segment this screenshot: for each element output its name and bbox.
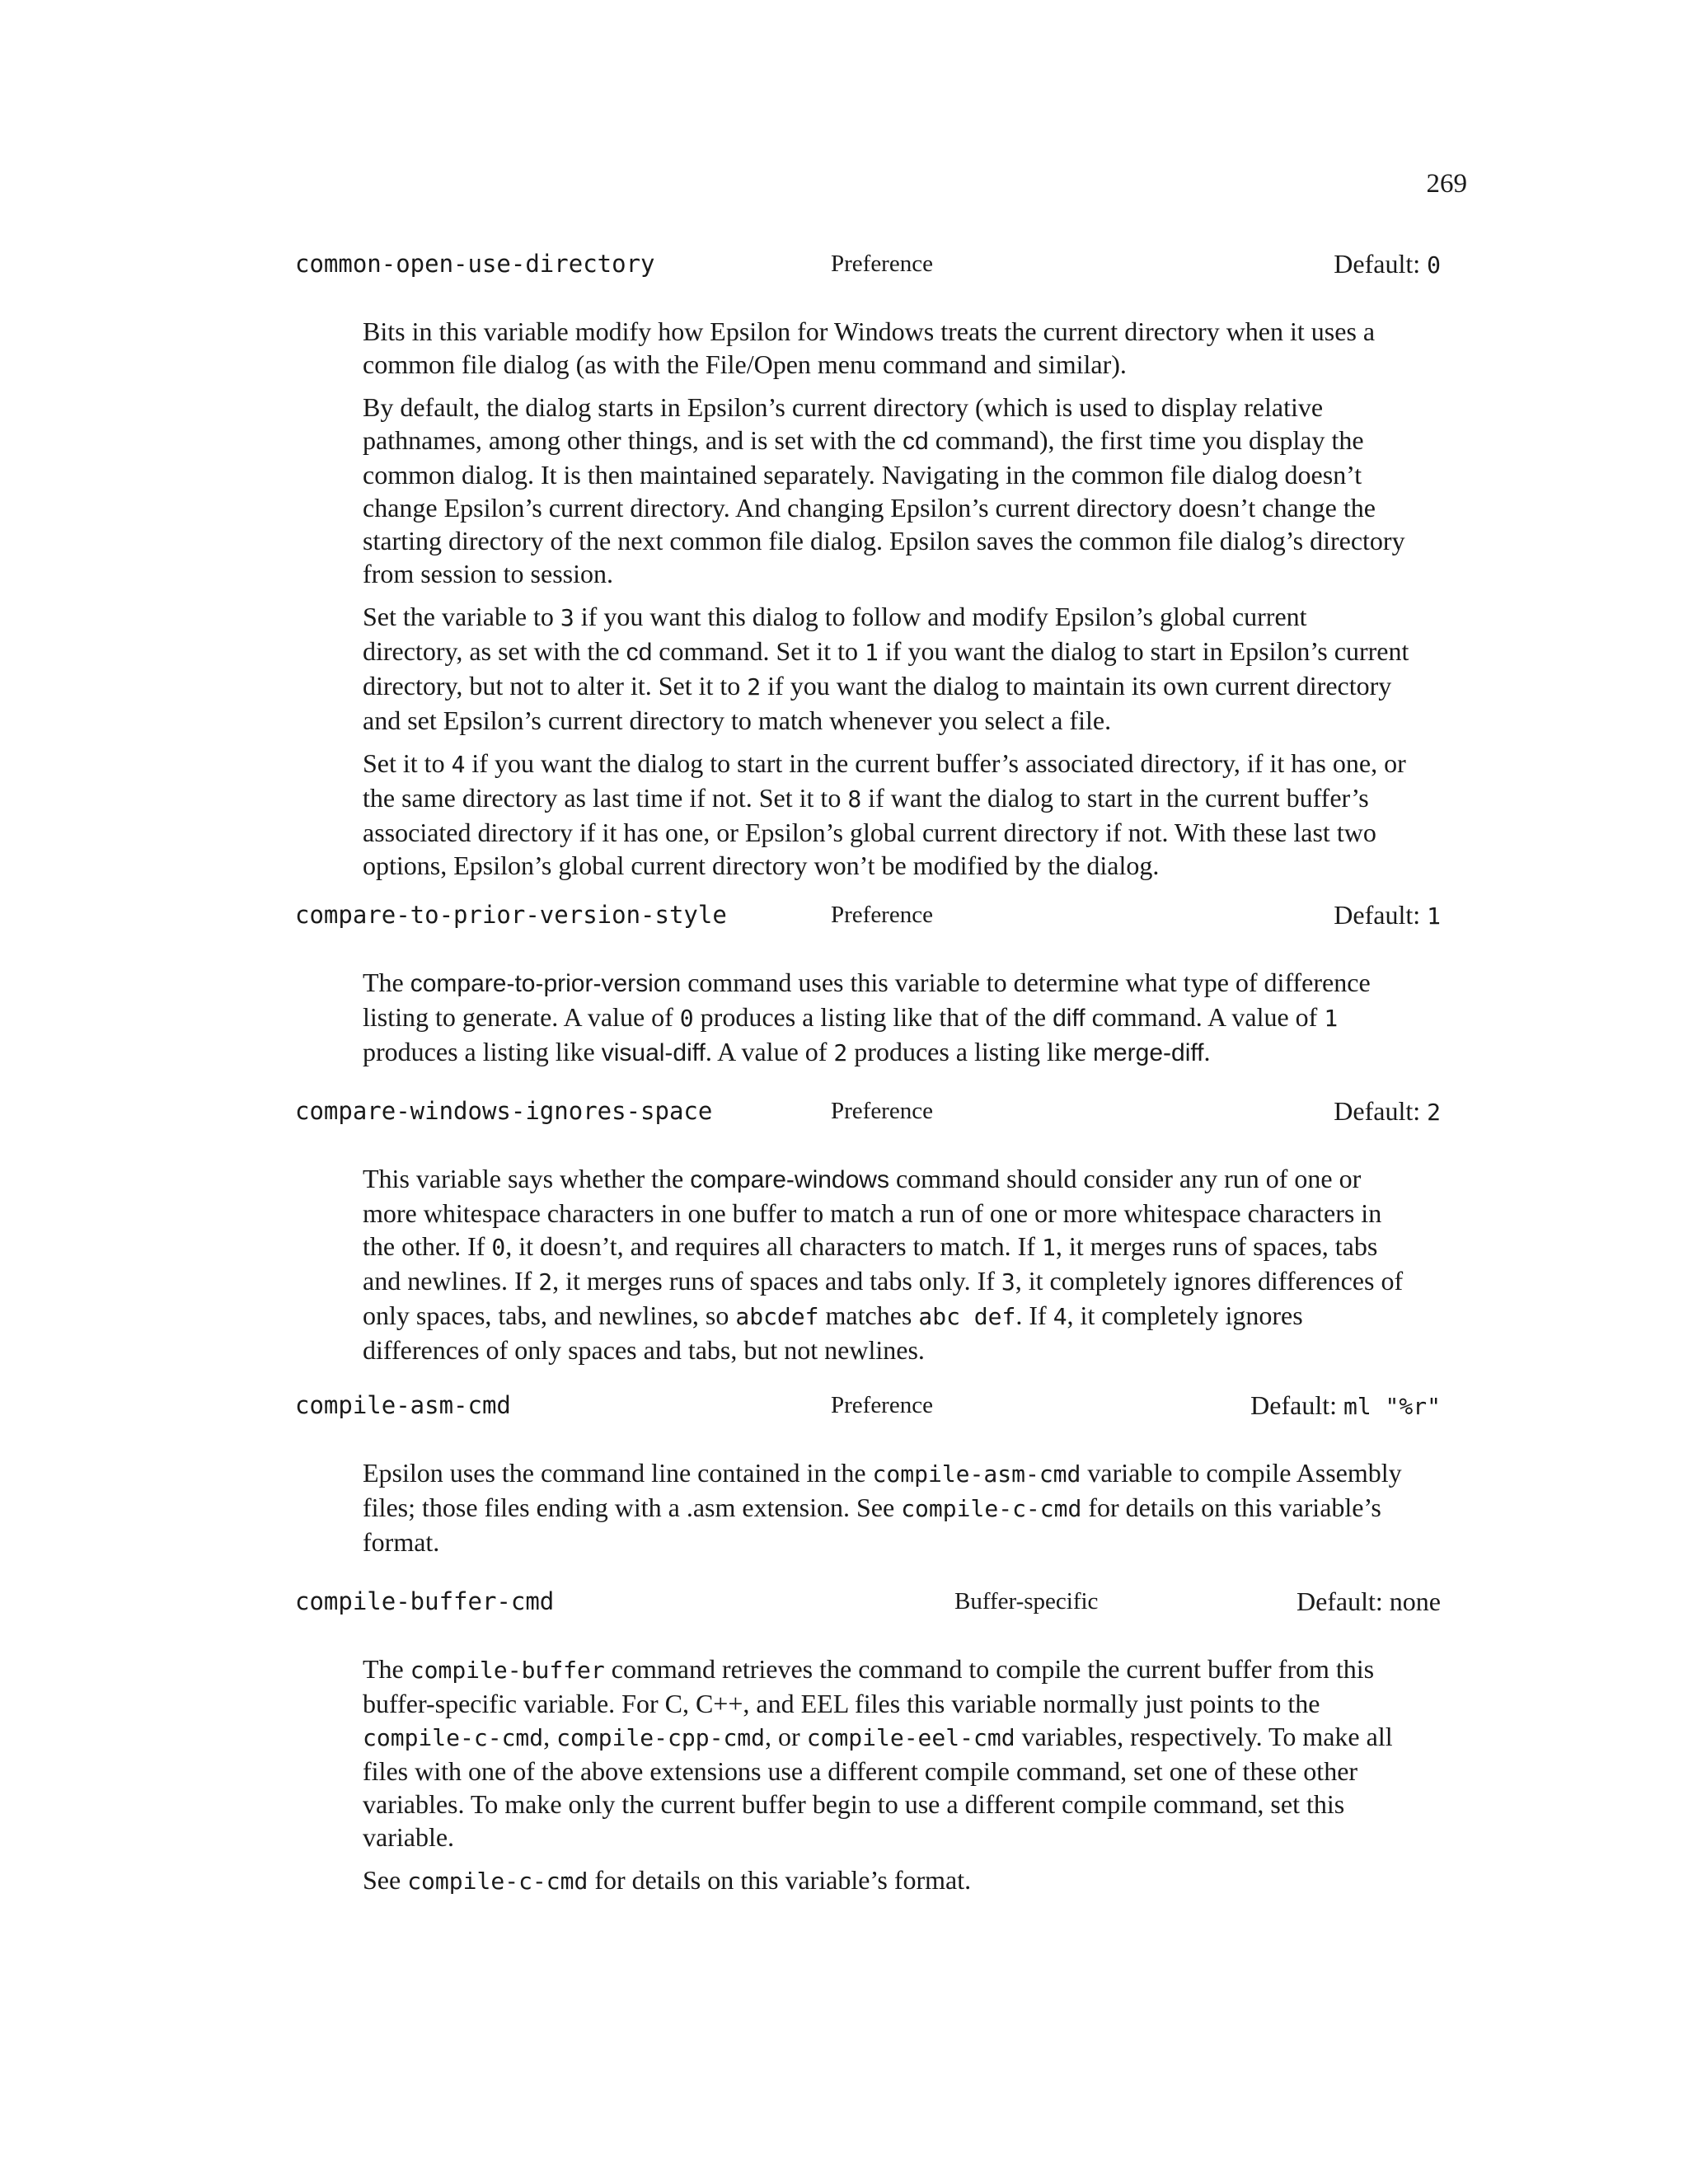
- code-term: compile-c-cmd: [901, 1495, 1082, 1522]
- default-label: Default:: [1334, 900, 1421, 930]
- text-run: , it merges runs of spaces, tabs and newlines. If: [363, 1231, 1378, 1296]
- variable-type: Preference: [831, 251, 933, 277]
- default-value: 0: [1427, 251, 1441, 279]
- text-run: Epsilon uses the command line contained in the: [363, 1458, 873, 1488]
- code-term: compile-eel-cmd: [806, 1724, 1015, 1751]
- code-term: 2: [538, 1268, 553, 1296]
- command-name: diff: [1053, 1005, 1085, 1032]
- description-paragraph: [363, 315, 1409, 381]
- default-label: Default:: [1296, 1586, 1383, 1616]
- code-term: compile-asm-cmd: [872, 1460, 1081, 1488]
- variable-name: compile-buffer-cmd: [295, 1587, 555, 1615]
- code-term: 8: [847, 785, 862, 813]
- text-run: for details on this variable’s format.: [588, 1865, 972, 1895]
- variable-entry: [295, 1094, 1441, 1376]
- text-run: command uses this variable to determine what type of difference listing to generate. A value of: [363, 968, 1371, 1032]
- variable-entry: [295, 898, 1441, 1080]
- entry-header: [295, 1585, 1441, 1621]
- variable-entry: [295, 1389, 1441, 1568]
- entry-header: [295, 898, 1441, 935]
- variable-default: [1296, 1585, 1441, 1618]
- code-term: 2: [833, 1039, 848, 1066]
- code-term: abcdef: [735, 1303, 819, 1330]
- variable-description: [363, 1162, 1409, 1366]
- text-run: variables, respectively. To make all files with one of the above extensions use a different compile command, set one of these other variables. To make only the current buffer begin to use a different compile command, set this variable.: [363, 1722, 1393, 1852]
- text-run: By default, the dialog starts in Epsilon’s current directory (which is used to display relative pathnames, among other things, and is set with the: [363, 392, 1324, 455]
- variable-name: common-open-use-directory: [295, 250, 655, 278]
- text-run: if you want the dialog to start in Epsilon’s current directory, but not to alter it. Set it to: [363, 636, 1409, 701]
- text-run: The: [363, 1654, 410, 1684]
- code-term: 1: [1324, 1005, 1339, 1032]
- code-term: compile-cpp-cmd: [556, 1724, 766, 1751]
- text-run: . A value of: [705, 1037, 834, 1066]
- variable-name: compare-windows-ignores-space: [295, 1097, 713, 1125]
- text-run: , it merges runs of spaces and tabs only. If: [552, 1266, 1001, 1296]
- default-value: ml "%r": [1343, 1393, 1441, 1420]
- text-run: This variable says whether the: [363, 1164, 691, 1193]
- variable-description: [363, 315, 1409, 882]
- text-run: , or: [765, 1722, 807, 1751]
- text-run: See: [363, 1865, 408, 1895]
- text-run: Bits in this variable modify how Epsilon for Windows treats the current directory when it uses a common file dialog (as with the File/Open menu command and similar).: [363, 316, 1376, 379]
- entry-header: [295, 1389, 1441, 1425]
- code-term: 0: [491, 1234, 506, 1261]
- text-run: command should consider any run of one or more whitespace characters in one buffer to match a run of one or more whitespace characters in the other. If: [363, 1164, 1382, 1261]
- code-term: 0: [679, 1005, 694, 1032]
- variable-description: [363, 966, 1409, 1070]
- text-run: if you want this dialog to follow and modify Epsilon’s global current directory, as set with the: [363, 602, 1307, 666]
- code-term: abc def: [918, 1303, 1016, 1330]
- text-run: command), the first time you display the common dialog. It is then maintained separately. Navigating in the common file dialog doesn’t change Epsilon’s current directory. And changing Epsilon’s current directory doesn’t change the starting directory of the next common file dialog. Epsilon saves the common file dialog’s directory from session to session.: [363, 425, 1405, 588]
- default-label: Default:: [1250, 1390, 1337, 1420]
- entry-header: [295, 1094, 1441, 1131]
- default-label: Default:: [1334, 249, 1421, 279]
- variable-default: [1334, 1094, 1441, 1129]
- description-paragraph: [363, 966, 1409, 1070]
- variable-default: [1334, 898, 1441, 933]
- text-run: if want the dialog to start in the current buffer’s associated directory if it has one, or Epsilon’s global current directory if not. With these last two options, Epsilon’s global current directory won’t be modified by the dialog.: [363, 783, 1376, 880]
- text-run: , it completely ignores differences of only spaces and tabs, but not newlines.: [363, 1301, 1303, 1365]
- command-name: visual-diff: [601, 1039, 706, 1066]
- text-run: matches: [818, 1301, 919, 1330]
- description-paragraph: [363, 1863, 1409, 1898]
- text-run: command. Set it to: [652, 636, 865, 666]
- text-run: Set it to: [363, 748, 452, 778]
- text-run: produces a listing like that of the: [693, 1002, 1053, 1032]
- default-label: Default:: [1334, 1096, 1421, 1126]
- text-run: command retrieves the command to compile the current buffer from this buffer-specific variable. For C, C++, and EEL files this variable normally just points to the: [363, 1654, 1375, 1718]
- text-run: , it doesn’t, and requires all characters to match. If: [505, 1231, 1042, 1261]
- text-run: , it completely ignores differences of only spaces, tabs, and newlines, so: [363, 1266, 1404, 1330]
- variable-entry: [295, 1585, 1441, 1908]
- text-run: produces a listing like: [363, 1037, 602, 1066]
- code-term: 4: [1053, 1303, 1067, 1330]
- code-term: compile-c-cmd: [407, 1868, 588, 1895]
- variable-default: [1250, 1389, 1441, 1423]
- variable-type: Preference: [831, 902, 933, 928]
- page-number: 269: [1426, 169, 1467, 199]
- code-term: compile-buffer: [410, 1657, 605, 1684]
- code-term: 1: [865, 639, 879, 666]
- command-name: compare-windows: [690, 1166, 889, 1193]
- text-run: if you want the dialog to maintain its own current directory and set Epsilon’s current directory to match whenever you select a file.: [363, 671, 1392, 735]
- description-paragraph: [363, 1456, 1409, 1558]
- code-term: 3: [560, 604, 574, 631]
- default-value: 2: [1427, 1099, 1441, 1126]
- code-term: compile-c-cmd: [363, 1724, 544, 1751]
- description-paragraph: [363, 1162, 1409, 1366]
- variable-type: Preference: [831, 1098, 933, 1124]
- text-run: . If: [1015, 1301, 1053, 1330]
- text-run: Set the variable to: [363, 602, 560, 631]
- variable-description: [363, 1456, 1409, 1558]
- variable-name: compile-asm-cmd: [295, 1391, 511, 1419]
- variable-default: [1334, 247, 1441, 282]
- text-run: command. A value of: [1085, 1002, 1325, 1032]
- text-run: The: [363, 968, 410, 997]
- code-term: 2: [747, 673, 762, 701]
- variable-type: Preference: [831, 1392, 933, 1418]
- description-paragraph: [363, 1652, 1409, 1854]
- default-value: none: [1389, 1586, 1441, 1616]
- description-paragraph: [363, 600, 1409, 737]
- description-paragraph: [363, 747, 1409, 882]
- variable-name: compare-to-prior-version-style: [295, 901, 727, 929]
- variable-description: [363, 1652, 1409, 1898]
- text-run: ,: [543, 1722, 557, 1751]
- code-term: 4: [451, 751, 466, 778]
- description-paragraph: [363, 391, 1409, 590]
- code-term: 1: [1041, 1234, 1056, 1261]
- command-name: cd: [903, 428, 929, 455]
- command-name: cd: [626, 639, 653, 666]
- command-name: merge-diff: [1093, 1039, 1204, 1066]
- text-run: .: [1203, 1037, 1211, 1066]
- text-run: variable to compile Assembly files; those files ending with a .asm extension. See: [363, 1458, 1402, 1522]
- text-run: produces a listing like: [847, 1037, 1093, 1066]
- variable-entry: [295, 247, 1441, 892]
- text-run: if you want the dialog to start in the current buffer’s associated directory, if it has one, or the same directory as last time if not. Set it to: [363, 748, 1406, 813]
- entry-header: [295, 247, 1441, 284]
- default-value: 1: [1427, 902, 1441, 930]
- text-run: for details on this variable’s format.: [363, 1493, 1381, 1557]
- command-name: compare-to-prior-version: [410, 970, 682, 997]
- variable-type: Buffer-specific: [954, 1588, 1099, 1615]
- code-term: 3: [1001, 1268, 1015, 1296]
